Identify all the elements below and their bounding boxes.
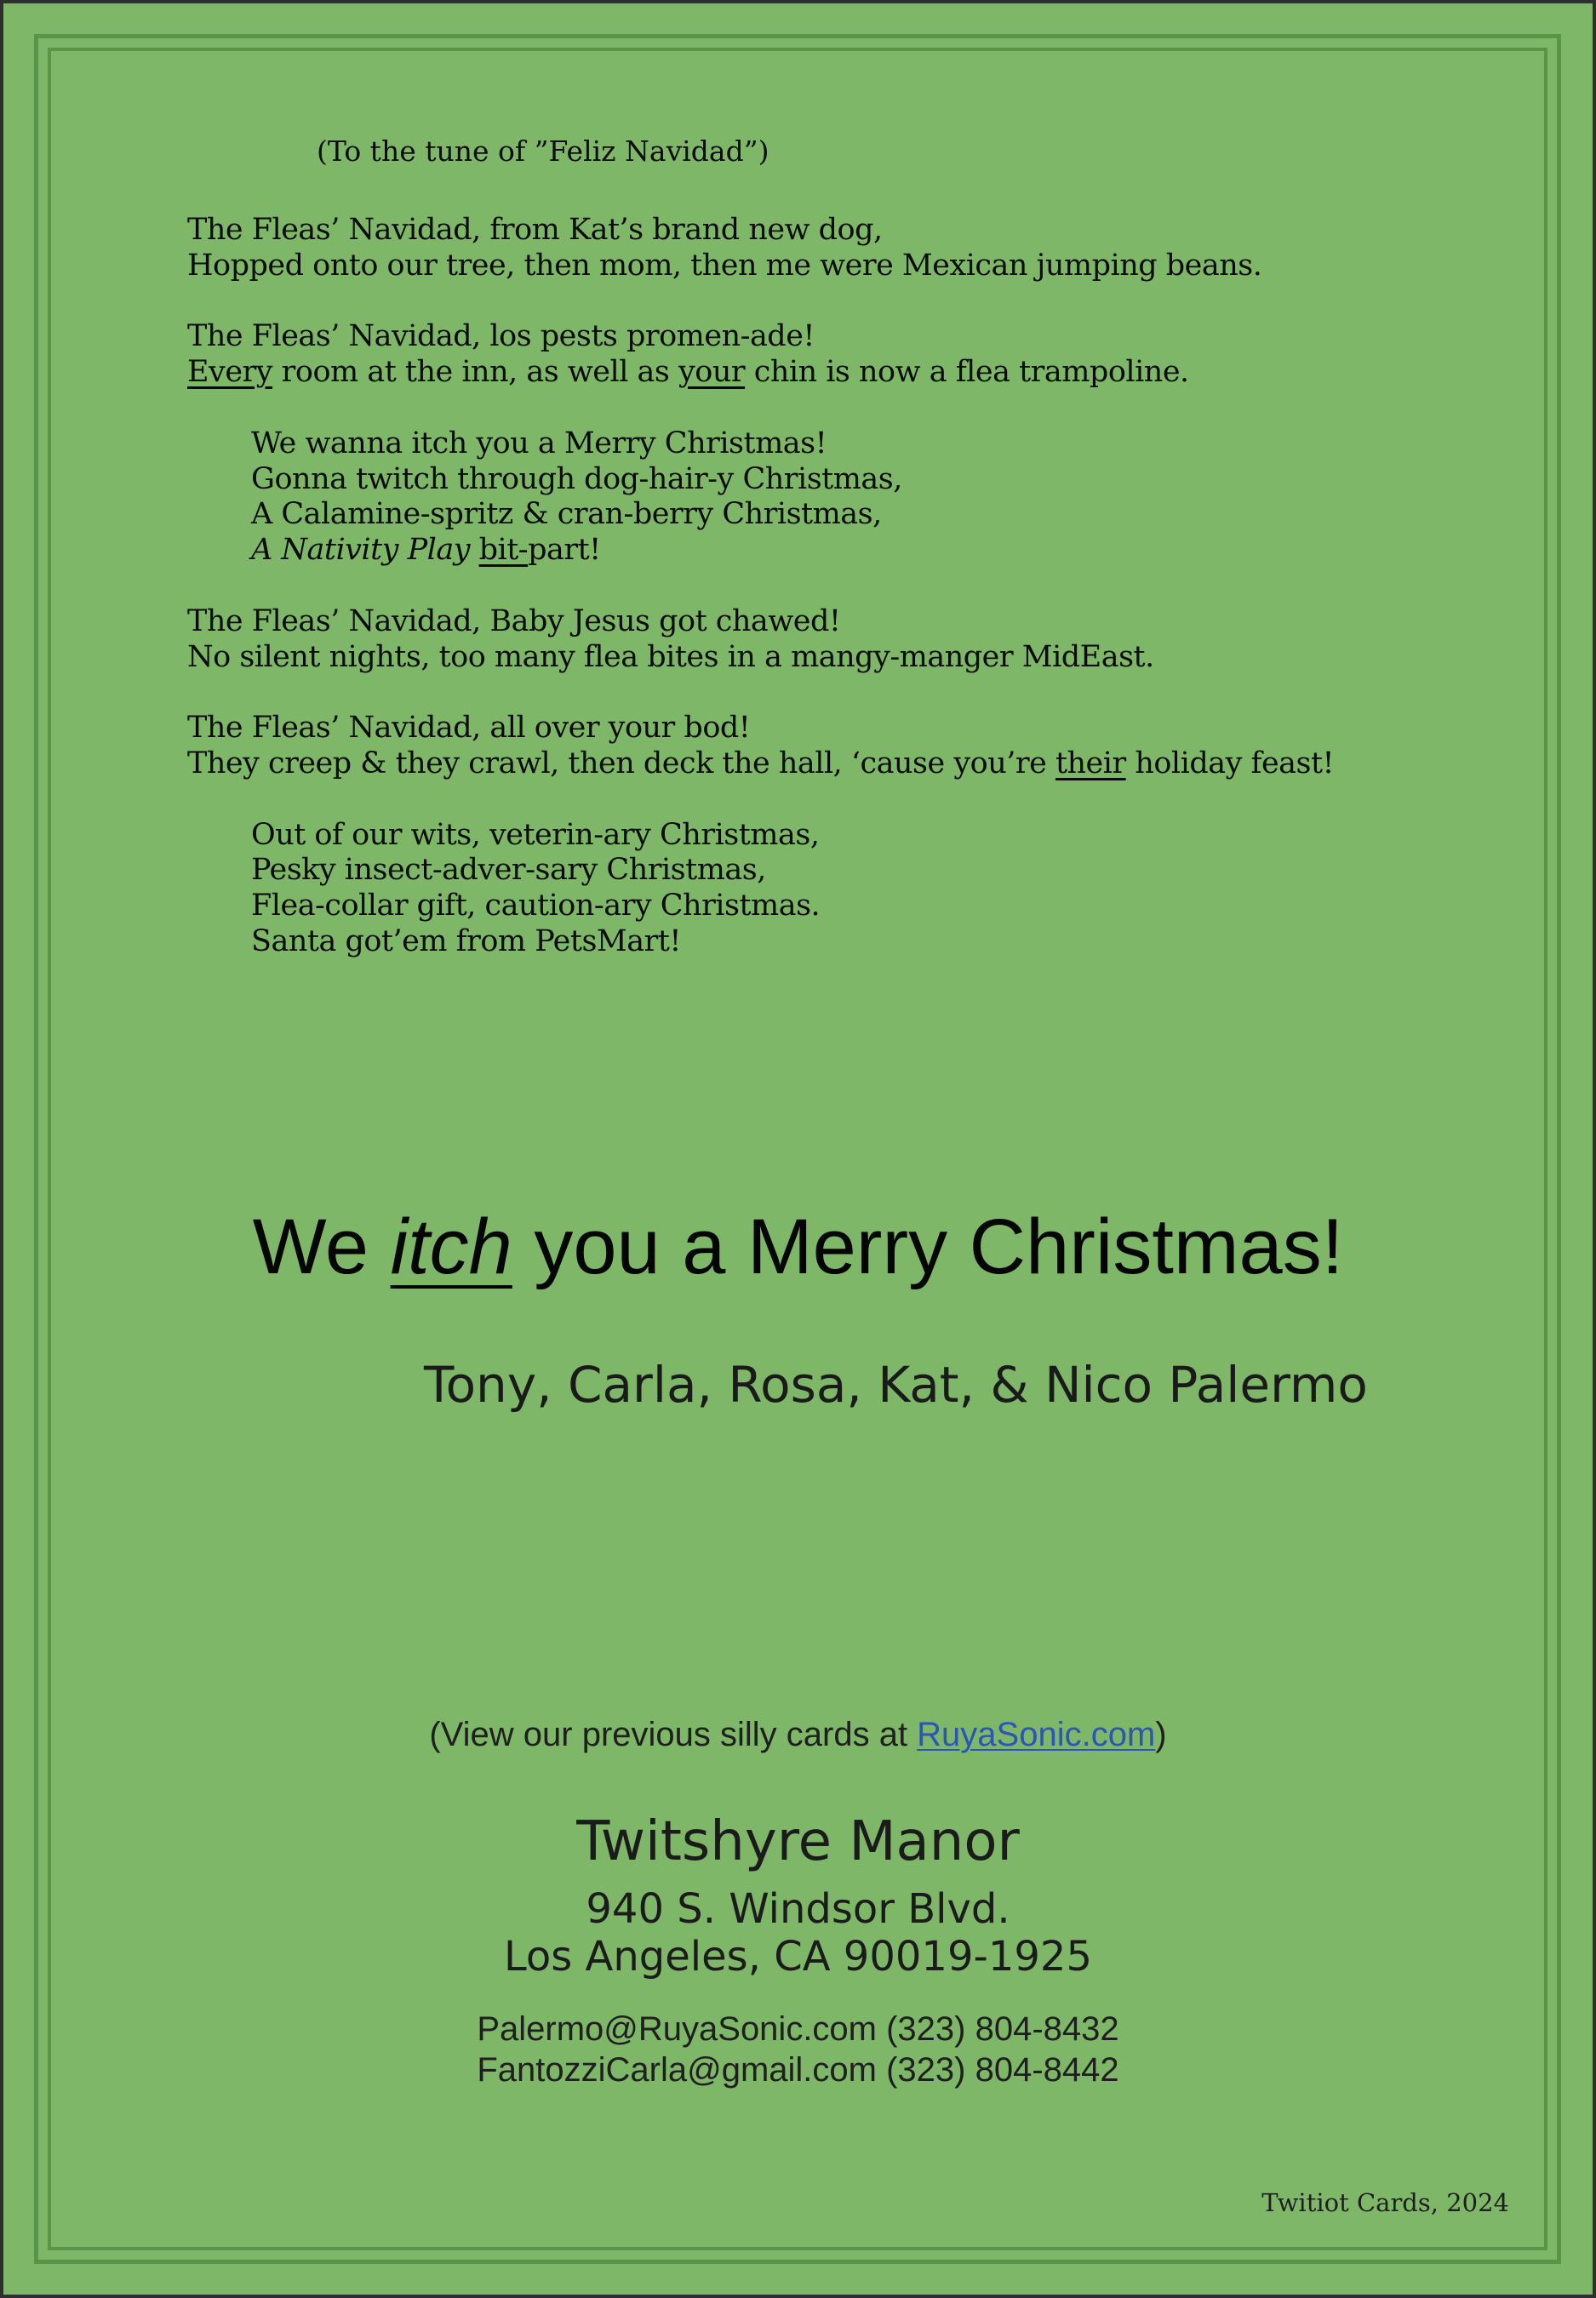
lyric-line: Gonna twitch through dog-hair-y Christmas, (251, 461, 902, 496)
lyric-line: No silent nights, too many flea bites in a mangy-manger MidEast. (187, 639, 1154, 674)
lyrics (187, 213, 1515, 996)
underlined-word: their (1055, 746, 1126, 780)
previous-cards-suffix: ) (1155, 1716, 1167, 1753)
lyric-line: A Calamine-spritz & cran-berry Christmas, (251, 497, 882, 532)
address-street: 940 S. Windsor Blvd. (586, 1885, 1010, 1933)
chorus-2 (187, 818, 1515, 960)
previous-cards-prefix: (View our previous silly cards at (429, 1716, 918, 1753)
card-credit: Twitiot Cards, 2024 (1261, 2188, 1509, 2217)
lyric-line (251, 533, 1515, 569)
verse-2 (187, 319, 1515, 391)
headline-text: We (252, 1203, 391, 1290)
lyric-line: Hopped onto our tree, then mom, then me were Mexican jumping beans. (187, 248, 1262, 283)
contact-line: FantozziCarla@gmail.com (323) 804-8442 (477, 2051, 1119, 2089)
lyric-text: room at the inn, as well as (272, 355, 678, 390)
lyric-line: Flea-collar gift, caution-ary Christmas. (251, 889, 821, 923)
lyric-text: part! (528, 533, 601, 568)
lyric-line: The Fleas’ Navidad, from Kat’s brand new dog, (187, 213, 883, 247)
lyric-line: The Fleas’ Navidad, all over your bod! (187, 711, 751, 746)
address (0, 1885, 1596, 1981)
contacts (0, 2009, 1596, 2090)
lyric-text: chin is now a flea trampoline. (745, 355, 1189, 390)
verse-3 (187, 604, 1515, 676)
headline (0, 1200, 1596, 1294)
address-city: Los Angeles, CA 90019-1925 (504, 1933, 1092, 1981)
headline-emphasis: itch (390, 1203, 512, 1290)
chorus-1 (187, 426, 1515, 569)
lyric-line: Santa got’em from PetsMart! (251, 923, 681, 958)
underlined-word: Every (187, 355, 273, 390)
tune-note: (To the tune of ”Feliz Navidad”) (317, 134, 769, 168)
manor-name: Twitshyre Manor (576, 1810, 1020, 1873)
lyric-line: The Fleas’ Navidad, Baby Jesus got chawed! (187, 603, 841, 638)
website-link[interactable]: RuyaSonic.com (917, 1716, 1156, 1753)
underlined-word: bit- (478, 533, 529, 568)
lyric-text: They creep & they crawl, then deck the hall, ‘cause you’re (187, 746, 1055, 780)
contact-line: Palermo@RuyaSonic.com (323) 804-8432 (477, 2010, 1119, 2048)
previous-cards-note (0, 1711, 1596, 1758)
verse-1 (187, 213, 1515, 284)
italic-title: A Nativity Play (251, 533, 470, 568)
lyric-line: Pesky insect-adver-sary Christmas, (251, 853, 766, 888)
lyric-text: holiday feast! (1125, 746, 1335, 780)
lyric-line: We wanna itch you a Merry Christmas! (251, 426, 827, 460)
underlined-word: your (678, 355, 746, 390)
lyric-line (187, 746, 1515, 782)
lyric-line (187, 355, 1515, 391)
lyric-line: The Fleas’ Navidad, los pests promen-ade! (187, 319, 815, 354)
headline-text: you a Merry Christmas! (512, 1203, 1344, 1290)
verse-4 (187, 711, 1515, 782)
signers: Tony, Carla, Rosa, Kat, & Nico Palermo (424, 1356, 1368, 1414)
lyric-line: Out of our wits, veterin-ary Christmas, (251, 817, 820, 852)
lyric-text (470, 533, 479, 567)
